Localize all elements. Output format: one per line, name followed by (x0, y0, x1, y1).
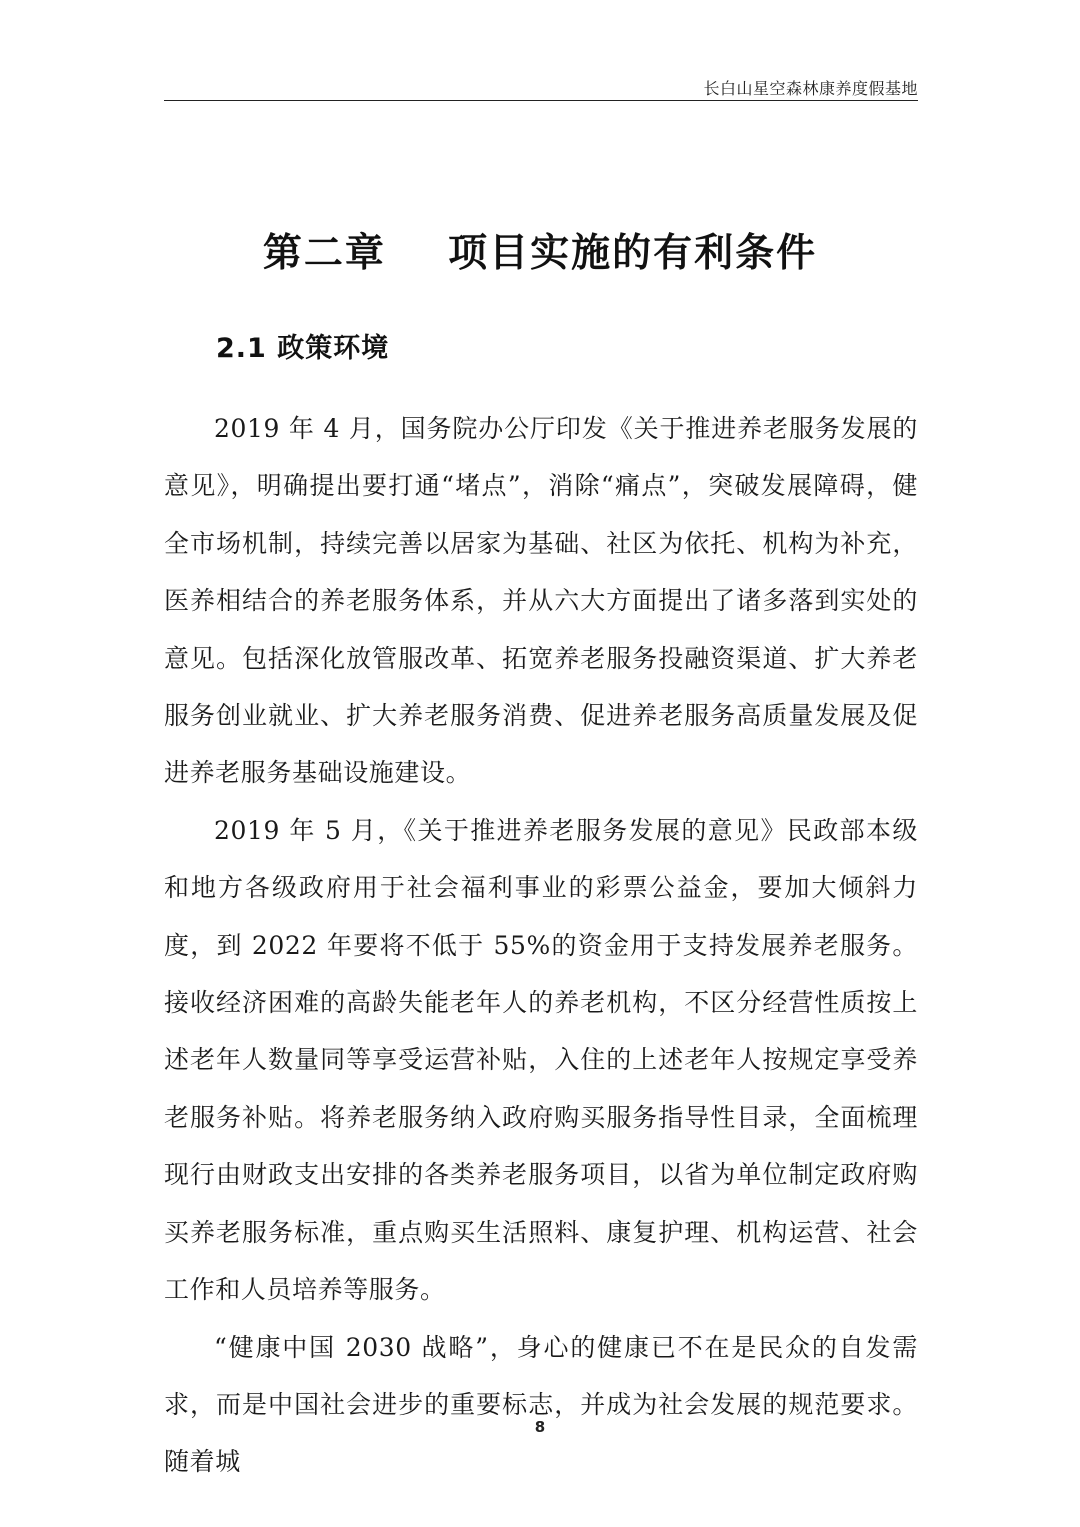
page-header (164, 74, 918, 101)
paragraph-policy-april: 2019 年 4 月，国务院办公厅印发《关于推进养老服务发展的意见》，明确提出要打通“堵点”，消除“痛点”，突破发展障碍，健全市场机制，持续完善以居家为基础、社区为依托、机构为补充，医养相结合的养老服务体系，并从六大方面提出了诸多落到实处的意见。包括深化放管服改革、拓宽养老服务投融资渠道、扩大养老服务创业就业、扩大养老服务消费、促进养老服务高质量发展及促进养老服务基础设施建设。 (164, 414, 918, 788)
chapter-title: 第二章 项目实施的有利条件 (262, 231, 818, 276)
body-text (164, 400, 918, 1491)
page-number: 8 (534, 1418, 546, 1436)
paragraph-policy-may: 2019 年 5 月，《关于推进养老服务发展的意见》民政部本级和地方各级政府用于社会福利事业的彩票公益金，要加大倾斜力度，到 2022 年要将不低于 55%的资金用于支持发展养老服务。接收经济困难的高龄失能老年人的养老机构，不区分经营性质按上述老年人数量同等享受运营补贴，入住的上述老年人按规定享受养老服务补贴。将养老服务纳入政府购买服务指导性目录，全面梳理现行由财政支出安排的各类养老服务项目，以省为单位制定政府购买养老服务标准，重点购买生活照料、康复护理、机构运营、社会工作和人员培养等服务。 (164, 815, 918, 1305)
section-title: 2.1 政策环境 (216, 333, 390, 364)
header-title: 长白山星空森林康养度假基地 (703, 79, 918, 98)
paragraph-healthy-china: “健康中国 2030 战略”，身心的健康已不在是民众的自发需求，而是中国社会进步的重要标志，并成为社会发展的规范要求。随着城 (164, 1332, 918, 1477)
